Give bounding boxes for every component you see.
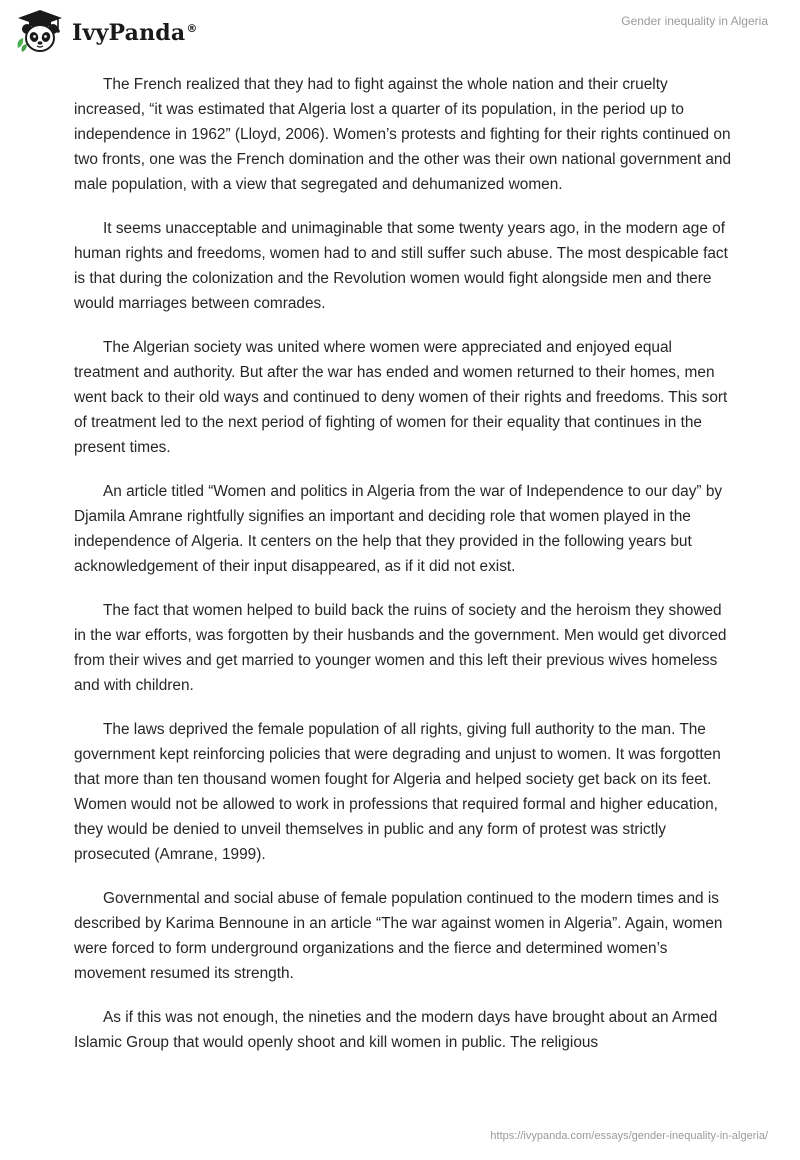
paragraph: The Algerian society was united where women were appreciated and enjoyed equal treatment and authority. But after the war has ended and women returned to their homes, men went back to their old ways and continued to deny women of their rights and freedoms. This sort of treatment led to the next period of fighting of women for their equality that continues in the present times. <box>74 339 728 456</box>
document-title: Gender inequality in Algeria <box>621 14 768 28</box>
registered-mark: ® <box>186 21 198 35</box>
page-header <box>0 0 800 60</box>
logo-text: IvyPanda® <box>72 20 198 46</box>
essay-body <box>74 72 734 1074</box>
panda-graduate-icon <box>14 8 66 54</box>
paragraph: The fact that women helped to build back the ruins of society and the heroism they showed in the war efforts, was forgotten by their husbands and the government. Men would get divorced from their wives and get married to younger women and this left their previous wives homeless and with children. <box>74 602 727 694</box>
paragraph: The laws deprived the female population of all rights, giving full authority to the man. The government kept reinforcing policies that were degrading and unjust to women. It was forgotten that more than ten thousand women fought for Algeria and helped society get back on its feet. Women would not be allowed to work in professions that required formal and higher education, they would be denied to unveil themselves in public and any form of protest was strictly prosecuted (Amrane, 1999). <box>74 721 721 863</box>
ivypanda-logo[interactable] <box>14 8 198 54</box>
paragraph: It seems unacceptable and unimaginable that some twenty years ago, in the modern age of human rights and freedoms, women had to and still suffer such abuse. The most despicable fact is that during the colonization and the Revolution women would fight alongside men and there would marriages between comrades. <box>74 220 728 312</box>
footer-url[interactable]: https://ivypanda.com/essays/gender-inequality-in-algeria/ <box>490 1130 768 1142</box>
paragraph: Governmental and social abuse of female population continued to the modern times and is described by Karima Bennoune in an article “The war against women in Algeria”. Again, women were forced to form underground organizations and the fierce and determined women’s movement resumed its strength. <box>74 890 723 982</box>
paragraph: As if this was not enough, the nineties and the modern days have brought about an Armed Islamic Group that would openly shoot and kill women in public. The religious <box>74 1009 718 1051</box>
paragraph: An article titled “Women and politics in Algeria from the war of Independence to our day” by Djamila Amrane rightfully signifies an important and deciding role that women played in the independence of Algeria. It centers on the help that they provided in the following years but acknowledgement of their input disappeared, as if it did not exist. <box>74 483 723 575</box>
paragraph: The French realized that they had to fight against the whole nation and their cruelty increased, “it was estimated that Algeria lost a quarter of its population, in the period up to independence in 1962” (Lloyd, 2006). Women’s protests and fighting for their rights continued on two fronts, one was the French domination and the other was their own national government and male population, with a view that segregated and dehumanized women. <box>74 76 732 193</box>
